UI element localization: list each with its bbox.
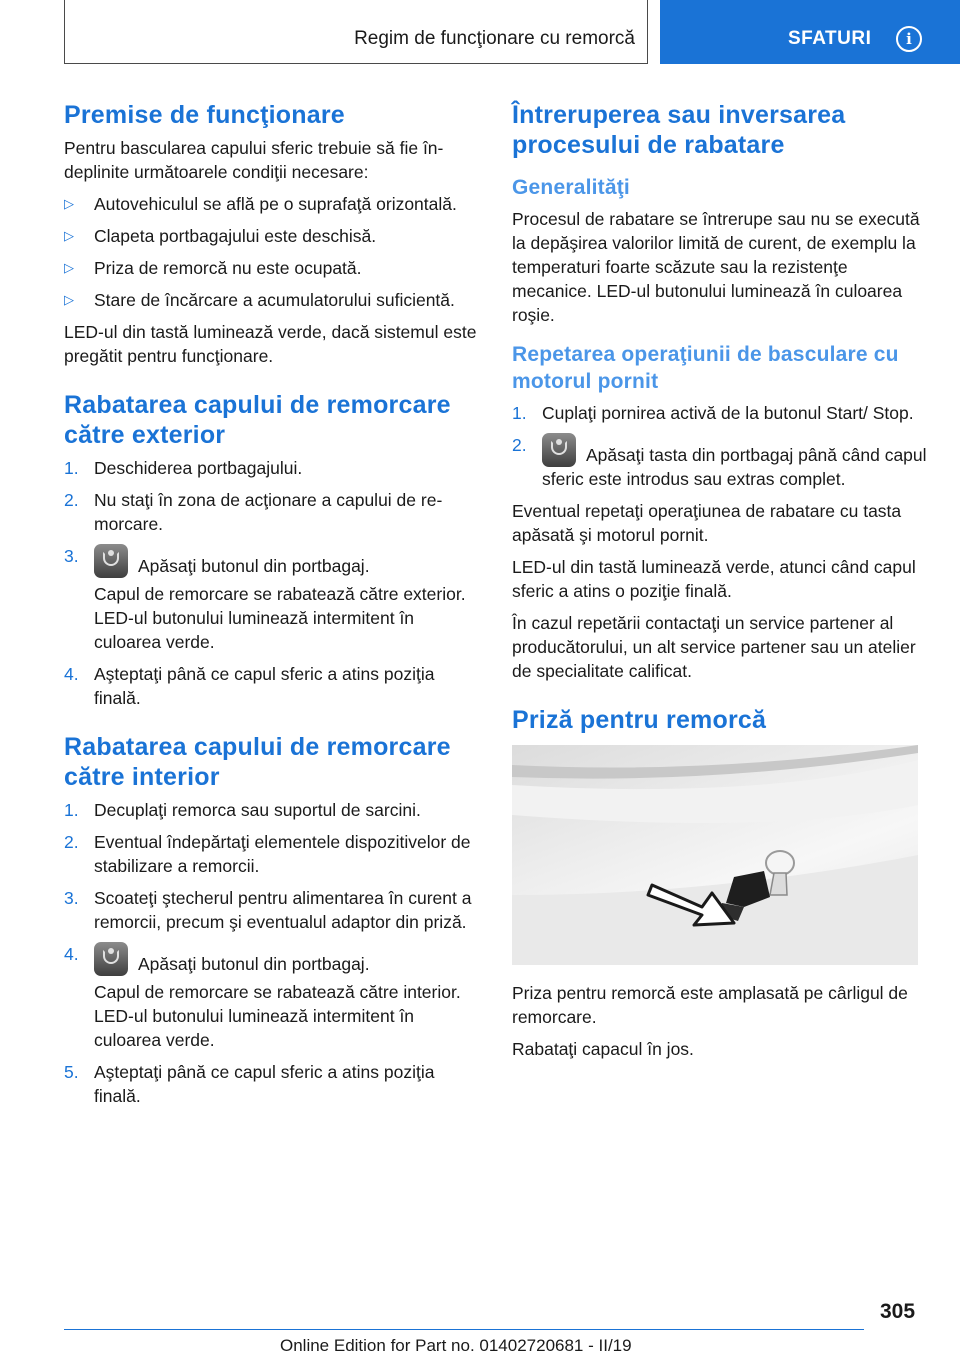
step-detail: Capul de remorcare se rabatează către interior. LED-ul butonului luminează intermitent în culoarea verde. [94,982,461,1050]
subheading-repeat: Repetarea operaţiunii de basculare cu motorul pornit [512,343,899,393]
footer-divider [64,1329,864,1330]
general-text: Procesul de rabatare se întrerupe sau nu se execută la depăşirea valorilor limită de curent, de exemplu la temperaturi foarte scăzute sau la rezistenţe mecanice. LED-ul butonului luminează în culoarea roşie. [512,209,920,325]
step-item: 1. Decuplaţi remorca sau suportul de sarcini. [64,800,421,820]
tow-hitch-button-icon [94,544,128,578]
tow-hitch-button-icon [542,433,576,467]
step-item: 2. Nu staţi în zona de acţionare a capului de remorcare. [64,490,443,534]
heading-fold-out: Rabatarea capului de remorcare către exterior [64,391,451,449]
step-item: 4. Aşteptaţi până ce capul sferic a atins poziţia finală. [64,664,435,708]
page-number: 305 [880,1300,916,1323]
conditions-intro: Pentru bascularea capului sferic trebuie să fie îndeplinite următoarele condiţii necesare: [64,138,444,182]
heading-trailer-socket: Priză pentru remorcă [512,706,767,734]
step-detail: Capul de remorcare se rabatează către exterior. LED-ul butonului luminează intermitent în culoarea verde. [94,584,466,652]
triangle-bullet-icon: ▷ [64,228,74,243]
triangle-bullet-icon: ▷ [64,292,74,307]
chapter-title: Regim de funcţionare cu remorcă [354,28,635,49]
socket-cover-text: Rabataţi capacul în jos. [512,1039,694,1059]
header-section-tab[interactable] [660,0,960,64]
list-item: ▷ Clapeta portbagajului este deschisă. [64,226,377,246]
header-chapter-box [64,0,648,64]
list-item: ▷ Stare de încărcare a acumulatorului suficientă. [64,290,455,310]
step-item: 3. Scoateţi ştecherul pentru alimentarea în curent a remorcii, precum şi eventualul adaptor din priză. [64,888,472,932]
led-final-note: LED-ul din tastă luminează verde, atunci când capul sferic a atins o poziţie finală. [512,557,916,601]
triangle-bullet-icon: ▷ [64,196,74,211]
tow-hitch-button-icon [94,942,128,976]
step-item: 3. Apăsaţi butonul din portbagaj. Capul de remorcare se rabatează către exterior. LED-ul butonului luminează intermitent în culoarea verde. [64,544,482,654]
list-item: ▷ Autovehiculul se află pe o suprafaţă orizontală. [64,194,457,214]
led-note: LED-ul din tastă luminează verde, dacă sistemul este pregătit pentru funcţionare. [64,322,477,366]
step-item: 4. Apăsaţi butonul din portbagaj. Capul de remorcare se rabatează către interior. LED-ul butonului luminează intermitent în culoarea verde. [64,942,482,1052]
list-item: ▷ Priza de remorcă nu este ocupată. [64,258,362,278]
edition-footer: Online Edition for Part no. 01402720681 - II/19 [280,1336,632,1355]
step-item: 2. Eventual îndepărtaţi elementele dispozitivelor de stabilizare a remorcii. [64,832,471,876]
subheading-general: Generalităţi [512,176,630,199]
service-note: În cazul repetării contactaţi un service partener al producătorului, un alt service partener sau un atelier de specialitate calificat. [512,613,916,681]
step-item: 1. Cuplaţi pornirea activă de la butonul Start/ Stop. [512,403,914,423]
heading-fold-in: Rabatarea capului de remorcare către interior [64,733,451,791]
triangle-bullet-icon: ▷ [64,260,74,275]
step-item: 2. Apăsaţi tasta din portbagaj până când capul sferic este introdus sau extras complet. [512,435,927,489]
heading-interrupt: Întreruperea sau inversarea procesului de rabatare [512,101,846,159]
repeat-note: Eventual repetaţi operaţiunea de rabatare cu tasta apăsată şi motorul pornit. [512,501,902,545]
step-item: 5. Aşteptaţi până ce capul sferic a atins poziţia finală. [64,1062,435,1106]
trailer-socket-photo [512,745,918,965]
heading-operating-conditions: Premise de funcţionare [64,101,345,129]
right-column [512,100,930,1069]
step-item: 1. Deschiderea portbagajului. [64,458,303,478]
trailer-socket-illustration [512,745,918,965]
socket-location-text: Priza pentru remorcă este amplasată pe cârligul de remorcare. [512,983,908,1027]
left-column [64,100,482,1116]
info-icon: i [896,26,922,52]
section-label: SFATURI [788,28,872,49]
